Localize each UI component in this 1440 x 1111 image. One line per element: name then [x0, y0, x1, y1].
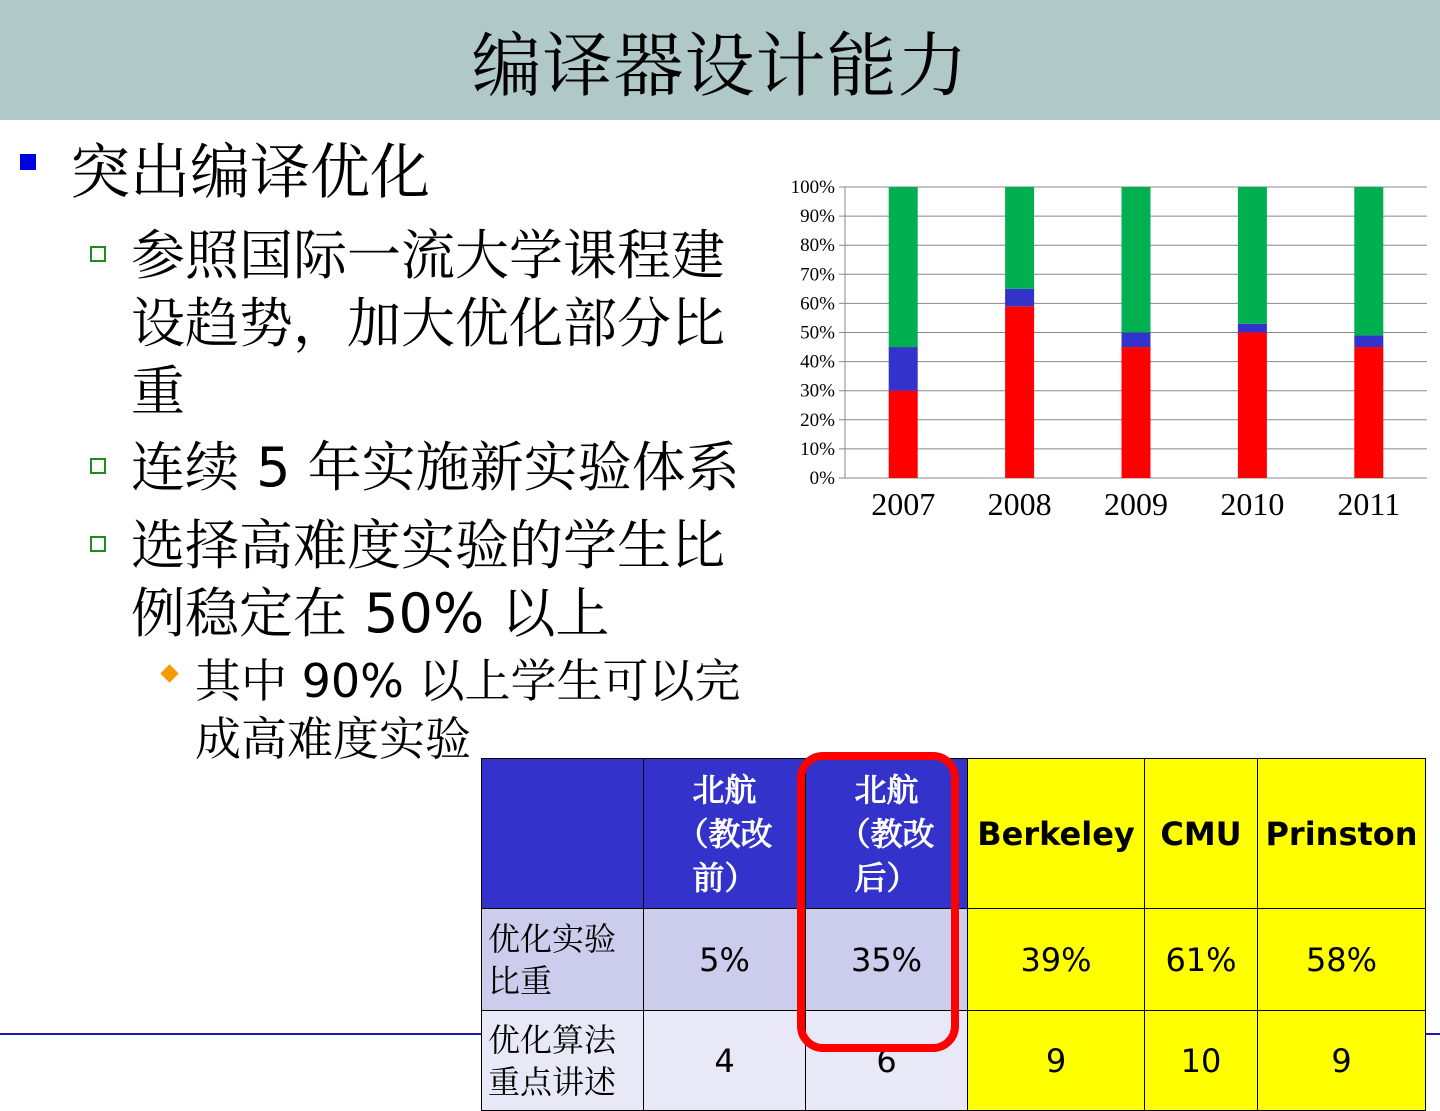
header-cell-after: 北航（教改后） — [806, 759, 968, 909]
table-cell: 9 — [968, 1011, 1145, 1111]
table-cell: 39% — [968, 909, 1145, 1011]
bar-segment — [889, 347, 918, 391]
bar-segment — [1122, 333, 1151, 348]
bar-segment — [889, 391, 918, 478]
comparison-table — [481, 758, 1426, 1111]
bar-segment — [1005, 289, 1034, 306]
table-cell: 4 — [644, 1011, 806, 1111]
table-header-row — [482, 759, 1426, 909]
y-tick-label: 0% — [809, 468, 835, 489]
y-tick-label: 10% — [800, 438, 835, 460]
title-bar — [0, 0, 1440, 120]
x-tick-label: 2011 — [1337, 486, 1401, 522]
header-cell-before: 北航（教改前） — [644, 759, 806, 909]
slide-title: 编译器设计能力 — [471, 24, 969, 107]
x-tick-label: 2008 — [987, 486, 1052, 522]
row-label: 优化实验比重 — [482, 909, 644, 1011]
bar-segment — [1122, 347, 1151, 478]
hollow-square-bullet-icon — [90, 458, 106, 474]
table-row — [482, 1011, 1426, 1111]
chart-svg — [770, 170, 1440, 530]
bar-segment — [1005, 306, 1034, 478]
y-tick-label: 80% — [800, 235, 835, 257]
x-tick-label: 2009 — [1104, 486, 1168, 522]
y-tick-label: 60% — [800, 293, 835, 315]
y-tick-label: 70% — [800, 264, 835, 286]
y-tick-label: 90% — [800, 206, 835, 228]
hollow-square-bullet-icon — [90, 536, 106, 552]
x-tick-label: 2007 — [871, 486, 936, 522]
bullet-text: 参照国际一流大学课程建设趋势，加大优化部分比重 — [131, 224, 725, 423]
bar-segment — [1122, 187, 1151, 333]
bullet-text: 其中 90% 以上学生可以完成高难度实验 — [195, 654, 741, 766]
bullet-text: 选择高难度实验的学生比例稳定在 50% 以上 — [131, 514, 725, 645]
bar-segment — [1354, 335, 1383, 347]
y-tick-label: 100% — [790, 177, 835, 198]
stacked-bar-chart — [770, 170, 1440, 530]
y-tick-label: 40% — [800, 351, 835, 373]
bar-segment — [1238, 333, 1267, 479]
diamond-bullet-icon — [160, 664, 178, 682]
bar-segment — [1354, 187, 1383, 335]
header-cell-prinston: Prinston — [1258, 759, 1426, 909]
table-row — [482, 909, 1426, 1011]
header-cell-empty — [482, 759, 644, 909]
y-tick-label: 50% — [800, 322, 835, 344]
table-cell: 6 — [806, 1011, 968, 1111]
x-tick-label: 2010 — [1220, 486, 1285, 522]
square-bullet-icon — [20, 154, 36, 170]
header-cell-cmu: CMU — [1145, 759, 1258, 909]
bullet-text: 突出编译优化 — [70, 138, 430, 208]
row-label: 优化算法重点讲述 — [482, 1011, 644, 1111]
table-cell: 5% — [644, 909, 806, 1011]
table-cell: 35% — [806, 909, 968, 1011]
header-cell-berkeley: Berkeley — [968, 759, 1145, 909]
bar-segment — [1238, 187, 1267, 324]
table-cell: 10 — [1145, 1011, 1258, 1111]
table-cell: 61% — [1145, 909, 1258, 1011]
bar-segment — [1005, 187, 1034, 289]
bullet-text: 连续 5 年实施新实验体系 — [131, 436, 740, 499]
bar-segment — [1238, 324, 1267, 333]
bar-segment — [889, 187, 918, 347]
y-tick-label: 20% — [800, 409, 835, 431]
table-cell: 58% — [1258, 909, 1426, 1011]
hollow-square-bullet-icon — [90, 246, 106, 262]
table-cell: 9 — [1258, 1011, 1426, 1111]
bar-segment — [1354, 347, 1383, 478]
y-tick-label: 30% — [800, 380, 835, 402]
